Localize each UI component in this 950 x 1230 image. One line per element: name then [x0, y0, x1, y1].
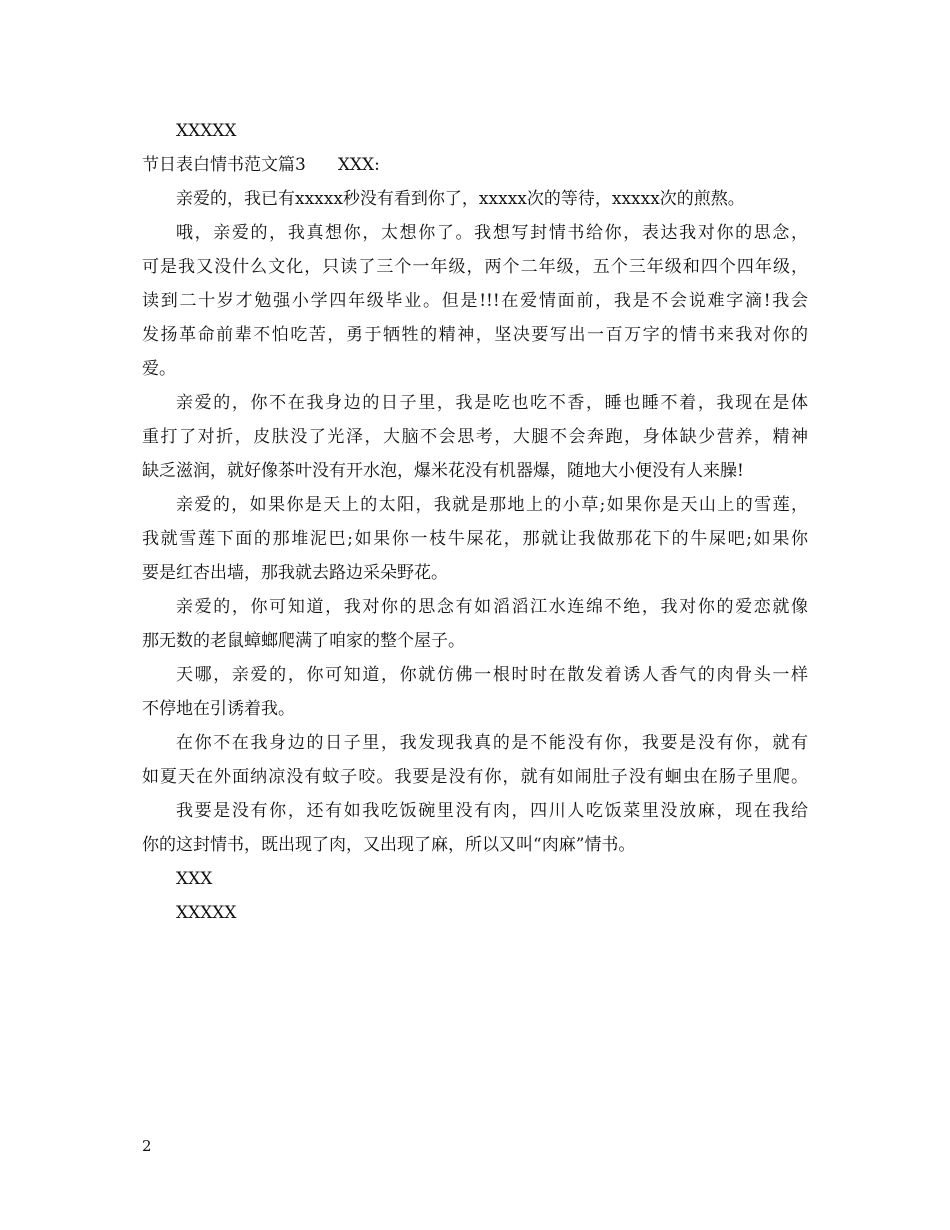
- paragraph-1-line-1: 亲爱的，我已有xxxxx秒没有看到你了，xxxxx次的等待，xxxxx次的煎熬。: [176, 189, 745, 209]
- closing-signature: XXXXX: [176, 903, 237, 923]
- paragraph-7-line-1: 在你不在我身边的日子里，我发现我真的是不能没有你，我要是没有你，就有: [176, 733, 808, 753]
- document-body: [142, 114, 808, 930]
- paragraph-6-line-2: 不停地在引诱着我。: [142, 699, 295, 719]
- paragraph-6-line-1: 天哪，亲爱的，你可知道，你就仿佛一根时时在散发着诱人香气的肉骨头一样: [176, 665, 808, 685]
- paragraph-5-line-2: 那无数的老鼠蟑螂爬满了咱家的整个屋子。: [142, 631, 465, 651]
- paragraph-8-line-1: 我要是没有你，还有如我吃饭碗里没有肉，四川人吃饭菜里没放麻，现在我给: [176, 801, 808, 821]
- paragraph-2-line-4: 发扬革命前辈不怕吃苦，勇于牺牲的精神，坚决要写出一百万字的情书来我对你的: [142, 325, 808, 345]
- salutation: XXX:: [337, 155, 380, 175]
- paragraph-3-line-2: 重打了对折，皮肤没了光泽，大脑不会思考，大腿不会奔跑，身体缺少营养，精神: [142, 427, 808, 447]
- paragraph-5-line-1: 亲爱的，你可知道，我对你的思念有如滔滔江水连绵不绝，我对你的爱恋就像: [176, 597, 808, 617]
- opening-signature: XXXXX: [176, 121, 237, 141]
- page-number: 2: [142, 1137, 152, 1155]
- letter-title: 节日表白情书范文篇3: [142, 155, 306, 175]
- letter-title-row: [142, 148, 808, 182]
- paragraph-2-line-2: 可是我又没什么文化，只读了三个一年级，两个二年级，五个三年级和四个四年级，: [142, 257, 808, 277]
- paragraph-4-line-3: 要是红杏出墙，那我就去路边采朵野花。: [142, 563, 448, 583]
- paragraph-7-line-2: 如夏天在外面纳凉没有蚊子咬。我要是没有你，就有如闹肚子没有蛔虫在肠子里爬。: [142, 767, 808, 787]
- paragraph-2-line-3: 读到二十岁才勉强小学四年级毕业。但是!!!在爱情面前，我是不会说难字滴!我会: [142, 291, 808, 311]
- signature: XXX: [176, 869, 213, 889]
- paragraph-4-line-1: 亲爱的，如果你是天上的太阳，我就是那地上的小草;如果你是天山上的雪莲，: [176, 495, 808, 515]
- paragraph-2-line-5: 爱。: [142, 359, 176, 379]
- paragraph-2-line-1: 哦，亲爱的，我真想你，太想你了。我想写封情书给你，表达我对你的思念，: [176, 223, 808, 243]
- paragraph-4-line-2: 我就雪莲下面的那堆泥巴;如果你一枝牛屎花，那就让我做那花下的牛屎吧;如果你: [142, 529, 808, 549]
- paragraph-3-line-3: 缺乏滋润，就好像茶叶没有开水泡，爆米花没有机器爆，随地大小便没有人来臊!: [142, 461, 744, 481]
- paragraph-3-line-1: 亲爱的，你不在我身边的日子里，我是吃也吃不香，睡也睡不着，我现在是体: [176, 393, 808, 413]
- paragraph-8-line-2: 你的这封情书，既出现了肉，又出现了麻，所以又叫“肉麻”情书。: [142, 835, 636, 855]
